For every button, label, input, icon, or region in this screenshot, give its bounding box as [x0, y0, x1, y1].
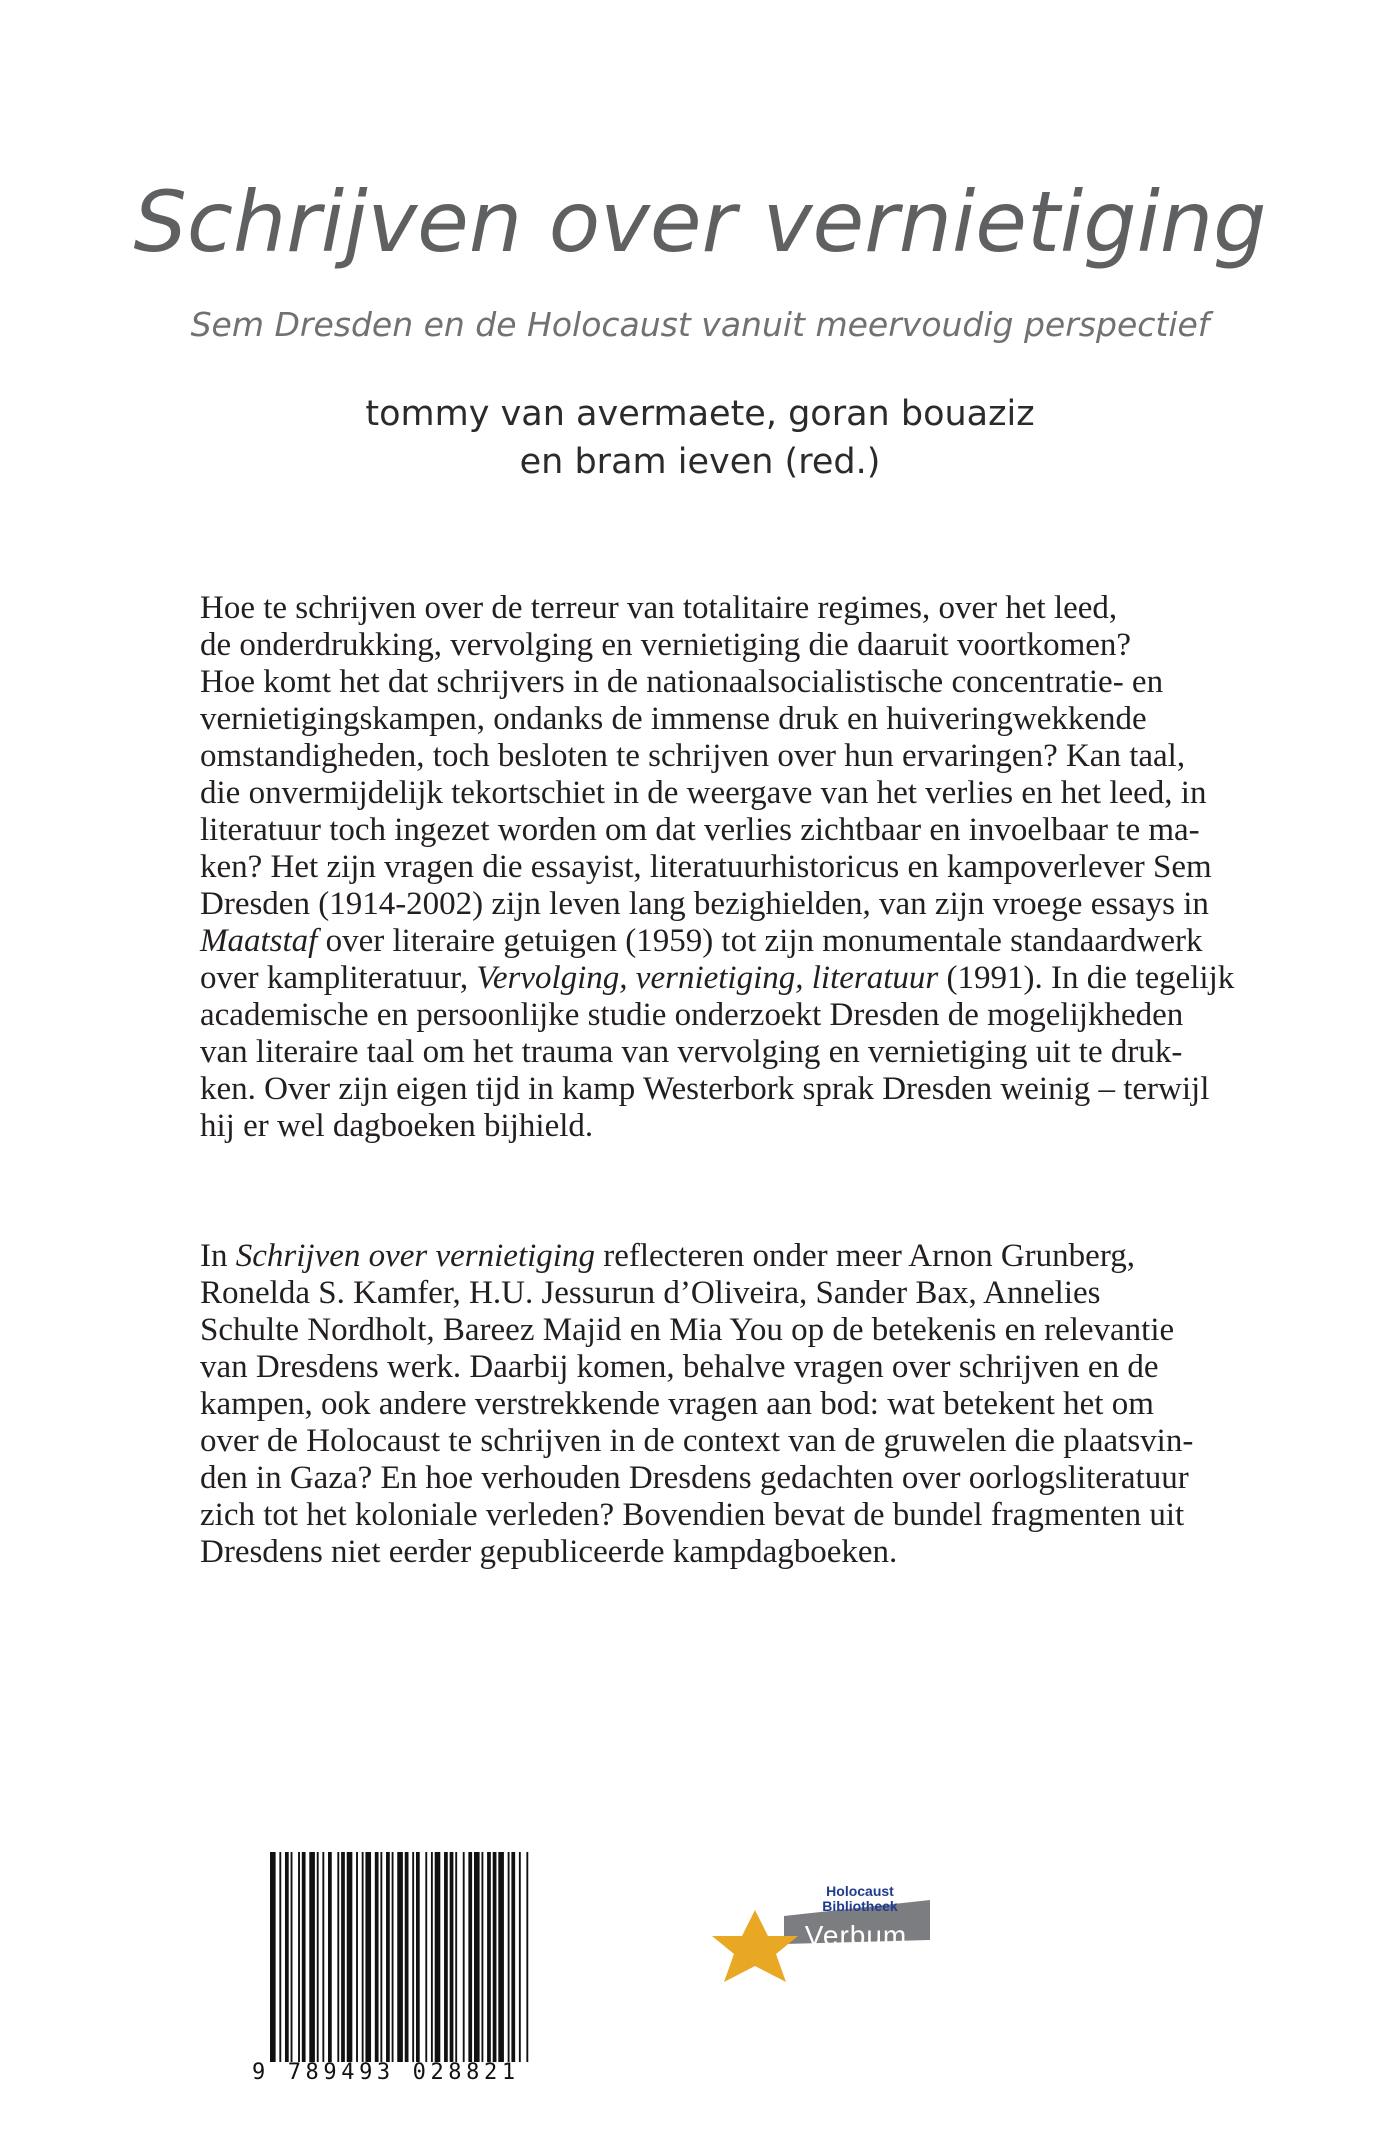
book-subtitle: Sem Dresden en de Holocaust vanuit meervoudig perspectief — [190, 305, 1210, 344]
book-title: Schrijven over vernietiging — [133, 173, 1267, 271]
blurb-line — [200, 923, 1210, 960]
barcode-bar — [463, 1852, 465, 2062]
blurb-paragraph-2 — [200, 1238, 1210, 1571]
barcode-bar — [431, 1852, 433, 2062]
barcode-bar — [302, 1852, 306, 2062]
barcode-bar — [365, 1852, 371, 2062]
isbn-digits: 9 789493 028821 — [252, 2060, 520, 2085]
barcode-bar — [435, 1852, 441, 2062]
blurb-line: ken. Over zijn eigen tijd in kamp Westerbork sprak Dresden weinig – terwijl — [200, 1071, 1210, 1107]
blurb-line: den in Gaza? En hoe verhouden Dresdens gedachten over oorlogsliteratuur — [200, 1460, 1189, 1496]
logo-label — [790, 1884, 930, 1914]
barcode-bar — [405, 1852, 409, 2062]
barcode-bar — [508, 1852, 510, 2062]
barcode-bar — [468, 1852, 472, 2062]
barcode-bar — [375, 1852, 379, 2062]
blurb-line: literatuur toch ingezet worden om dat verlies zichtbaar en invoelbaar te ma- — [200, 812, 1200, 848]
blurb-line: ken? Het zijn vragen die essayist, literatuurhistoricus en kampoverlever Sem — [200, 849, 1212, 885]
blurb-line: hij er wel dagboeken bijhield. — [200, 1108, 594, 1144]
barcode-bar — [474, 1852, 480, 2062]
blurb-text: reflecteren onder meer Arnon Grunberg, — [594, 1238, 1135, 1274]
journal-title: Maatstaf — [200, 923, 318, 959]
barcode-bar — [279, 1852, 281, 2062]
barcode-bar — [285, 1852, 289, 2062]
barcode-bar — [298, 1852, 300, 2062]
logo-wordmark: Verbum — [804, 1920, 908, 1951]
publisher-logo — [700, 1880, 940, 2040]
blurb-text: over literaire getuigen (1959) tot zijn monumentale standaardwerk — [317, 923, 1203, 959]
blurb-line: die onvermijdelijk tekortschiet in de weergave van het verlies en het leed, in — [200, 775, 1207, 811]
blurb-text: (1991). In die tegelijk — [938, 960, 1235, 996]
barcode-bar — [386, 1852, 390, 2062]
barcode-bar — [356, 1852, 358, 2062]
barcode-bar — [380, 1852, 382, 2062]
barcode-bar — [347, 1852, 353, 2062]
barcode-bar — [309, 1852, 315, 2062]
barcode-bar — [341, 1852, 345, 2062]
blurb-line: over de Holocaust te schrijven in de context van de gruwelen die plaatsvin- — [200, 1423, 1194, 1459]
barcode-bar — [519, 1852, 521, 2062]
blurb-text: In — [200, 1238, 236, 1274]
authors-line-2: en bram ieven (red.) — [519, 442, 881, 482]
barcode-bar — [392, 1852, 394, 2062]
logo-line-1: Holocaust — [826, 1883, 894, 1899]
barcode-bar — [481, 1852, 483, 2062]
work-title: Vervolging, vernietiging, literatuur — [476, 960, 939, 996]
blurb-line: Ronelda S. Kamfer, H.U. Jessurun d’Oliveira, Sander Bax, Annelies — [200, 1275, 1101, 1311]
barcode-bar — [322, 1852, 324, 2062]
barcode-bar — [455, 1852, 457, 2062]
blurb-line: Hoe komt het dat schrijvers in de nationaalsocialistische concentratie- en — [200, 664, 1164, 700]
barcode-bar — [397, 1852, 403, 2062]
blurb-line — [200, 960, 1235, 997]
barcode-bar — [444, 1852, 448, 2062]
barcode-bar — [317, 1852, 319, 2062]
blurb-line: de onderdrukking, vervolging en vernietiging die daaruit voortkomen? — [200, 627, 1132, 663]
blurb-line: van Dresdens werk. Daarbij komen, behalve vragen over schrijven en de — [200, 1349, 1159, 1385]
barcode-bar — [498, 1852, 504, 2062]
barcode-bar — [362, 1852, 364, 2062]
book-title-inline: Schrijven over vernietiging — [235, 1238, 595, 1274]
authors-line-1: tommy van avermaete, goran bouaziz — [365, 394, 1035, 434]
barcode-bar — [328, 1852, 332, 2062]
blurb-paragraph-1 — [200, 590, 1235, 1145]
barcode-bar — [487, 1852, 491, 2062]
barcode-bar — [291, 1852, 293, 2062]
blurb-line: van literaire taal om het trauma van vervolging en vernietiging uit te druk- — [200, 1034, 1183, 1070]
blurb-line: omstandigheden, toch besloten te schrijven over hun ervaringen? Kan taal, — [200, 738, 1186, 774]
book-authors — [0, 390, 1400, 486]
barcode-bar — [337, 1852, 339, 2062]
blurb-line: academische en persoonlijke studie onderzoekt Dresden de mogelijkheden — [200, 997, 1184, 1033]
isbn-barcode — [270, 1852, 532, 2062]
blurb-line: Schulte Nordholt, Bareez Majid en Mia You op de betekenis en relevantie — [200, 1312, 1175, 1348]
barcode-bar — [493, 1852, 497, 2062]
barcode-bar — [416, 1852, 420, 2062]
blurb-line: Dresdens niet eerder gepubliceerde kampdagboeken. — [200, 1534, 898, 1570]
blurb-line: zich tot het koloniale verleden? Bovendien bevat de bundel fragmenten uit — [200, 1497, 1185, 1533]
barcode-bar — [425, 1852, 427, 2062]
blurb-line: kampen, ook andere verstrekkende vragen aan bod: wat betekent het om — [200, 1386, 1154, 1422]
logo-line-2: Bibliotheek — [822, 1898, 898, 1914]
blurb-line: Dresden (1914-2002) zijn leven lang bezighielden, van zijn vroege essays in — [200, 886, 1209, 922]
barcode-bar — [270, 1852, 276, 2062]
blurb-line: Hoe te schrijven over de terreur van totalitaire regimes, over het leed, — [200, 590, 1118, 626]
barcode-bar — [526, 1852, 528, 2062]
barcode-bar — [412, 1852, 414, 2062]
blurb-line: vernietigingskampen, ondanks de immense druk en huiveringwekkende — [200, 701, 1147, 737]
barcode-bar — [511, 1852, 515, 2062]
blurb-text: over kampliteratuur, — [200, 960, 477, 996]
barcode-bar — [450, 1852, 454, 2062]
blurb-line — [200, 1238, 1210, 1275]
